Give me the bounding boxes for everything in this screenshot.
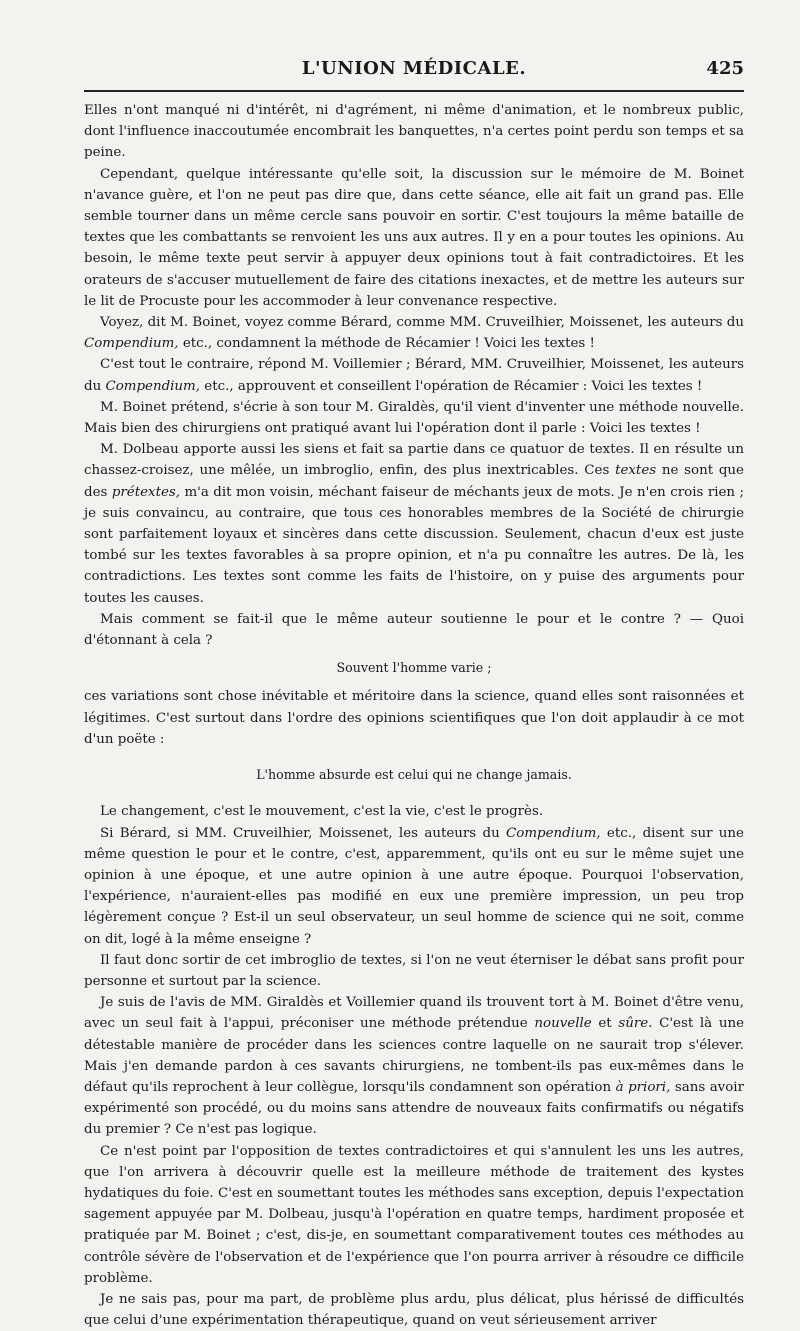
text-run: m'a dit mon voisin, méchant faiseur de méchants jeux de mots. Je n'en crois rien ; je suis convaincu, au contraire, que tous ces honorables membres de la Société de chirurgie sont parfaitement loyaux et sincères dans cette discussion. Seulement, chacun d'eux est juste tombé sur les textes favorables à sa propre opinion, et n'a pu connaître les autres. De là, les contradictions. Les textes sont comme les faits de l'histoire, on y puise des arguments pour toutes les causes.: [84, 484, 745, 606]
italic-text: Compendium,: [105, 378, 201, 394]
paragraph: [84, 950, 744, 992]
paragraph: [84, 1289, 744, 1331]
text-run: etc., disent sur une même question le pour et le contre, c'est, apparemment, qu'ils ont eu sur le même sujet une opinion à une époque, et une autre opinion à une autre époque. Pourquoi l'observation, l'expérience, n'auraient-elles pas modifié en eux une première impression, un peu trop légèrement conçue ? Est-il un seul observateur, un seul homme de science qui ne soit, comme on dit, logé à la même enseigne ?: [84, 825, 744, 947]
italic-text: textes: [615, 463, 657, 479]
text-run: Voyez, dit M. Boinet, voyez comme Bérard, comme MM. Cruveilhier, Moissenet, les auteurs du: [100, 315, 744, 331]
paragraph: [84, 397, 744, 439]
paragraph: [84, 823, 744, 950]
paragraph: [84, 164, 744, 312]
text-run: etc., approuvent et conseillent l'opération de Récamier : Voici les textes !: [200, 378, 703, 394]
text-run: Je suis de l'avis de MM. Giraldès et Voillemier quand ils trouvent tort à M. Boinet d'être venu, avec un seul fait à l'appui, préconiser une méthode prétendue: [84, 995, 744, 1032]
text-run: Cependant, quelque intéressante qu'elle soit, la discussion sur le mémoire de M. Boinet n'avance guère, et l'on ne peut pas dire que, dans cette séance, elle ait fait un grand pas. Elle semble tourner dans un même cercle sans pouvoir en sortir. C'est toujours la même bataille de textes que les combattants se renvoient les uns aux autres. Il y en a pour toutes les opinions. Au besoin, le même texte peut servir à appuyer deux opinions tout à fait contradictoires. Et les orateurs de s'accuser mutuellement de faire des citations inexactes, et de mettre les auteurs sur le lit de Procuste pour les accommoder à leur convenance respective.: [84, 166, 744, 309]
text-run: ces variations sont chose inévitable et méritoire dans la science, quand elles sont raisonnées et légitimes. C'est surtout dans l'ordre des opinions scientifiques que l'on doit applaudir à ce mot d'un poëte :: [84, 689, 744, 747]
text-run: sans avoir expérimenté son procédé, ou du moins sans attendre de nouveaux faits confirmatifs ou négatifs du premier ? Ce n'est pas logique.: [84, 1079, 744, 1138]
text-run: Elles n'ont manqué ni d'intérêt, ni d'agrément, ni même d'animation, et le nombreux public, dont l'influence inaccoutumée encombrait les banquettes, n'a certes point perdu son temps et sa peine.: [84, 103, 744, 161]
text-run: Ce n'est point par l'opposition de textes contradictoires et qui s'annulent les uns les autres, que l'on arrivera à découvrir quelle est la meilleure méthode de traitement des kystes hydatiques du foie. C'est en soumettant toutes les méthodes sans exception, depuis l'expectation sagement appuyée par M. Dolbeau, jusqu'à l'opération en quatre temps, hardiment proposée et pratiquée par M. Boinet ; c'est, dis-je, en soumettant comparativement toutes ces méthodes au contrôle sévère de l'observation et de l'expérience que l'on pourra arriver à résoudre ce difficile problème.: [84, 1143, 744, 1286]
paragraph: [84, 439, 744, 609]
text-run: C'est là une détestable manière de procéder dans les sciences contre laquelle on ne saurait trop s'élever. Mais j'en demande pardon à ces savants chirurgiens, ne tombent-ils pas eux-mêmes dans le défaut qu'ils reprochent à leur collègue, lorsqu'ils condamnent son opération: [84, 1016, 744, 1095]
paragraph: [84, 354, 744, 396]
paragraph: [84, 686, 744, 750]
paragraph: [84, 992, 744, 1140]
verse-quote-1: Souvent l'homme varie ;: [336, 660, 492, 676]
text-run: M. Dolbeau apporte aussi les siens et fait sa partie dans ce quatuor de textes. Il en résulte un chassez-croisez, une mêlée, un imbroglio, enfin, des plus inextricables. Ces: [84, 442, 744, 479]
italic-text: à priori,: [615, 1079, 671, 1095]
paragraph: [84, 1141, 744, 1289]
article-body: [84, 100, 744, 1331]
italic-text: sûre.: [618, 1016, 653, 1032]
text-run: ne sont que des: [84, 463, 744, 500]
text-run: C'est tout le contraire, répond M. Voillemier ; Bérard, MM. Cruveilhier, Moissenet, les auteurs du: [84, 357, 744, 394]
page-header: [84, 56, 744, 84]
text-run: Le changement, c'est le mouvement, c'est la vie, c'est le progrès.: [100, 804, 544, 820]
paragraph-group-1: [84, 100, 744, 651]
header-rule: [84, 90, 744, 92]
paragraph: [84, 609, 744, 651]
running-title: L'UNION MÉDICALE.: [301, 58, 527, 79]
verse-quote-2: L'homme absurde est celui qui ne change jamais.: [256, 767, 572, 783]
text-run: et: [591, 1016, 619, 1032]
paragraph: [84, 801, 744, 822]
text-run: Mais comment se fait-il que le même auteur soutienne le pour et le contre ? — Quoi d'étonnant à cela ?: [84, 611, 744, 649]
page-number: 425: [706, 58, 744, 79]
paragraph: [84, 100, 744, 164]
italic-text: nouvelle: [534, 1016, 592, 1032]
italic-text: prétextes,: [111, 484, 181, 500]
italic-text: Compendium,: [84, 336, 179, 352]
text-run: Il faut donc sortir de cet imbroglio de textes, si l'on ne veut éterniser le débat sans profit pour personne et surtout par la science.: [84, 952, 744, 989]
paragraph: [84, 312, 744, 354]
italic-text: Compendium,: [506, 825, 601, 841]
paragraph-group-3: [84, 801, 744, 1331]
text-run: Si Bérard, si MM. Cruveilhier, Moissenet, les auteurs du: [100, 825, 507, 841]
paragraph-group-2: [84, 686, 744, 750]
text-run: Je ne sais pas, pour ma part, de problème plus ardu, plus délicat, plus hérissé de difficultés que celui d'une expérimentation thérapeutique, quand on veut sérieusement arriver: [84, 1291, 744, 1329]
text-run: etc., condamnent la méthode de Récamier ! Voici les textes !: [178, 336, 595, 352]
text-run: M. Boinet prétend, s'écrie à son tour M. Giraldès, qu'il vient d'inventer une méthode nouvelle. Mais bien des chirurgiens ont pratiqué avant lui l'opération dont il parle : Voici les textes !: [84, 399, 744, 437]
